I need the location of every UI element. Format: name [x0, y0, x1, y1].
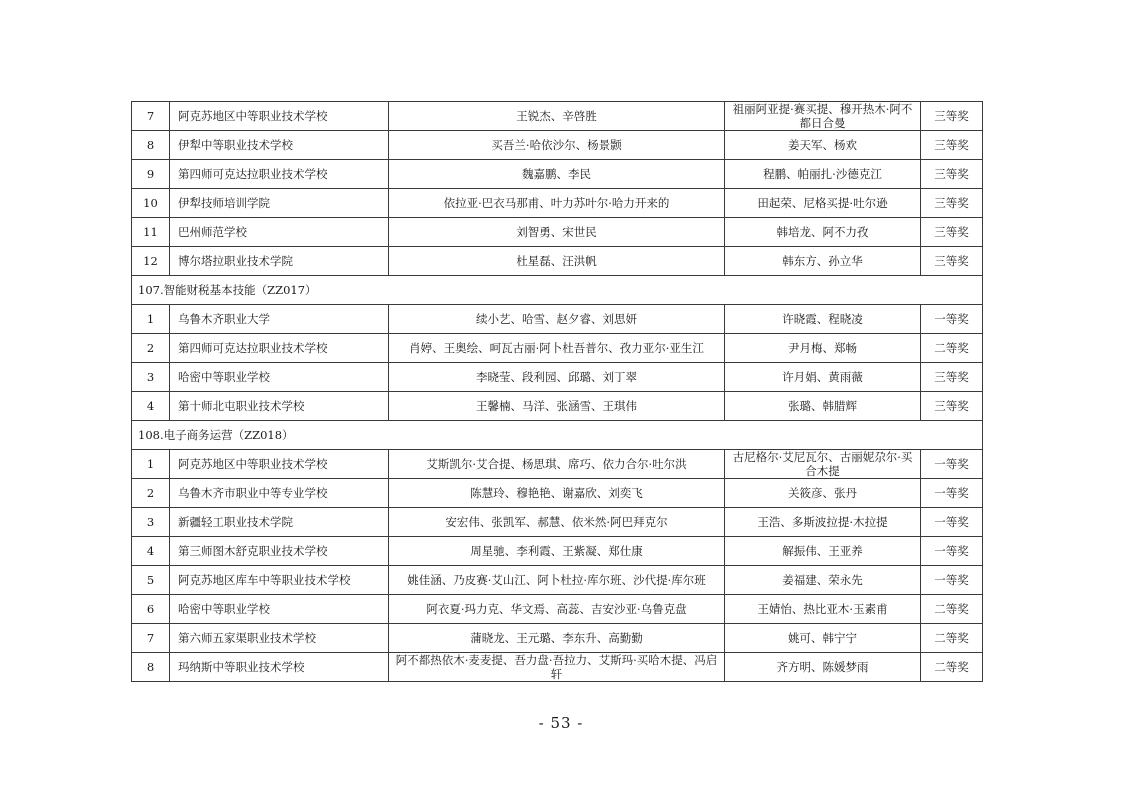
- award-cell: 一等奖: [921, 479, 983, 508]
- teachers-cell: 田起荣、尼格买提·吐尔逊: [725, 189, 921, 218]
- school-name-cell: 伊犁中等职业技术学校: [170, 131, 389, 160]
- students-cell: 周星驰、李利霞、王紫凝、郑仕康: [389, 537, 725, 566]
- teachers-cell: 齐方明、陈媛梦雨: [725, 653, 921, 682]
- table-row: [132, 189, 983, 218]
- students-cell: 蒲晓龙、王元璐、李东升、高勤勤: [389, 624, 725, 653]
- row-index-cell: 1: [132, 450, 170, 479]
- award-cell: 二等奖: [921, 595, 983, 624]
- school-name-cell: 乌鲁木齐市职业中等专业学校: [170, 479, 389, 508]
- school-name-cell: 第四师可克达拉职业技术学校: [170, 160, 389, 189]
- section-header-row: [132, 421, 983, 450]
- school-name-cell: 博尔塔拉职业技术学院: [170, 247, 389, 276]
- table-row: [132, 160, 983, 189]
- teachers-cell: 姚可、韩宁宁: [725, 624, 921, 653]
- teachers-cell: 韩培龙、阿不力孜: [725, 218, 921, 247]
- students-cell: 王馨楠、马洋、张涵雪、王琪伟: [389, 392, 725, 421]
- teachers-cell: 姜天军、杨欢: [725, 131, 921, 160]
- table-row: [132, 624, 983, 653]
- row-index-cell: 9: [132, 160, 170, 189]
- row-index-cell: 6: [132, 595, 170, 624]
- table-row: [132, 334, 983, 363]
- school-name-cell: 巴州师范学校: [170, 218, 389, 247]
- table-row: [132, 305, 983, 334]
- row-index-cell: 12: [132, 247, 170, 276]
- table-row: [132, 479, 983, 508]
- school-name-cell: 哈密中等职业学校: [170, 595, 389, 624]
- teachers-cell: 王浩、多斯波拉提·木拉提: [725, 508, 921, 537]
- students-cell: 艾斯凯尔·艾合提、杨思琪、席巧、依力合尔·吐尔洪: [389, 450, 725, 479]
- teachers-cell: 尹月梅、郑畅: [725, 334, 921, 363]
- teachers-cell: 许晓霞、程晓凌: [725, 305, 921, 334]
- school-name-cell: 阿克苏地区库车中等职业技术学校: [170, 566, 389, 595]
- table-row: [132, 392, 983, 421]
- teachers-cell: 韩东方、孙立华: [725, 247, 921, 276]
- students-cell: 杜星磊、汪洪帆: [389, 247, 725, 276]
- school-name-cell: 阿克苏地区中等职业技术学校: [170, 450, 389, 479]
- table-row: [132, 102, 983, 131]
- row-index-cell: 1: [132, 305, 170, 334]
- table-row: [132, 508, 983, 537]
- row-index-cell: 10: [132, 189, 170, 218]
- row-index-cell: 2: [132, 479, 170, 508]
- school-name-cell: 乌鲁木齐职业大学: [170, 305, 389, 334]
- row-index-cell: 8: [132, 653, 170, 682]
- school-name-cell: 新疆轻工职业技术学院: [170, 508, 389, 537]
- row-index-cell: 3: [132, 508, 170, 537]
- row-index-cell: 5: [132, 566, 170, 595]
- students-cell: 阿衣夏·玛力克、华文焉、高蕊、吉安沙亚·乌鲁克盘: [389, 595, 725, 624]
- students-cell: 陈慧玲、穆艳艳、谢嘉欣、刘奕飞: [389, 479, 725, 508]
- students-cell: 李晓莹、段利园、邱璐、刘丁翠: [389, 363, 725, 392]
- row-index-cell: 11: [132, 218, 170, 247]
- award-cell: 三等奖: [921, 131, 983, 160]
- students-cell: 依拉亚·巴衣马那甫、叶力苏叶尔·哈力开来的: [389, 189, 725, 218]
- teachers-cell: 王婧怡、热比亚木·玉素甫: [725, 595, 921, 624]
- teachers-cell: 许月娟、黄雨薇: [725, 363, 921, 392]
- award-cell: 三等奖: [921, 392, 983, 421]
- school-name-cell: 哈密中等职业学校: [170, 363, 389, 392]
- table-row: [132, 363, 983, 392]
- table-row: [132, 653, 983, 682]
- teachers-cell: 张璐、韩腊辉: [725, 392, 921, 421]
- award-cell: 二等奖: [921, 653, 983, 682]
- row-index-cell: 7: [132, 102, 170, 131]
- students-cell: 刘智勇、宋世民: [389, 218, 725, 247]
- table-row: [132, 450, 983, 479]
- teachers-cell: 解振伟、王亚养: [725, 537, 921, 566]
- award-cell: 三等奖: [921, 247, 983, 276]
- award-cell: 三等奖: [921, 160, 983, 189]
- row-index-cell: 8: [132, 131, 170, 160]
- school-name-cell: 第十师北屯职业技术学校: [170, 392, 389, 421]
- teachers-cell: 古尼格尔·艾尼瓦尔、古丽妮尕尔·买合木提: [725, 450, 921, 479]
- school-name-cell: 阿克苏地区中等职业技术学校: [170, 102, 389, 131]
- page-number: - 53 -: [538, 714, 584, 732]
- students-cell: 魏嘉鹏、李民: [389, 160, 725, 189]
- row-index-cell: 7: [132, 624, 170, 653]
- teachers-cell: 祖丽阿亚提·赛买提、穆开热木·阿不都日合曼: [725, 102, 921, 131]
- teachers-cell: 关筱彦、张丹: [725, 479, 921, 508]
- award-cell: 二等奖: [921, 624, 983, 653]
- table-row: [132, 595, 983, 624]
- table-row: [132, 247, 983, 276]
- teachers-cell: 姜福建、荣永先: [725, 566, 921, 595]
- row-index-cell: 2: [132, 334, 170, 363]
- school-name-cell: 第三师图木舒克职业技术学校: [170, 537, 389, 566]
- award-cell: 三等奖: [921, 363, 983, 392]
- award-cell: 一等奖: [921, 537, 983, 566]
- award-cell: 三等奖: [921, 102, 983, 131]
- students-cell: 王锐杰、辛啓胜: [389, 102, 725, 131]
- award-cell: 一等奖: [921, 450, 983, 479]
- section-title: 107.智能财税基本技能（ZZ017）: [132, 276, 983, 305]
- students-cell: 安宏伟、张凯军、郝慧、依米然·阿巴拜克尔: [389, 508, 725, 537]
- school-name-cell: 第六师五家渠职业技术学校: [170, 624, 389, 653]
- row-index-cell: 4: [132, 392, 170, 421]
- students-cell: 买吾兰·哈依沙尔、杨景颢: [389, 131, 725, 160]
- table-row: [132, 218, 983, 247]
- school-name-cell: 玛纳斯中等职业技术学校: [170, 653, 389, 682]
- award-cell: 二等奖: [921, 334, 983, 363]
- award-cell: 一等奖: [921, 566, 983, 595]
- school-name-cell: 第四师可克达拉职业技术学校: [170, 334, 389, 363]
- students-cell: 姚佳涵、乃皮赛·艾山江、阿卜杜拉·库尔班、沙代提·库尔班: [389, 566, 725, 595]
- teachers-cell: 程鹏、帕丽扎·沙德克江: [725, 160, 921, 189]
- students-cell: 肖婷、王奥绘、呵瓦古丽·阿卜杜吾普尔、孜力亚尔·亚生江: [389, 334, 725, 363]
- award-cell: 三等奖: [921, 189, 983, 218]
- section-title: 108.电子商务运营（ZZ018）: [132, 421, 983, 450]
- students-cell: 续小艺、哈雪、赵夕睿、刘思妍: [389, 305, 725, 334]
- table-row: [132, 537, 983, 566]
- school-name-cell: 伊犁技师培训学院: [170, 189, 389, 218]
- row-index-cell: 4: [132, 537, 170, 566]
- awards-table: [131, 101, 983, 682]
- students-cell: 阿不都热依木·麦麦提、吾力盘·吾拉力、艾斯玛·买哈木提、冯启轩: [389, 653, 725, 682]
- table-row: [132, 131, 983, 160]
- row-index-cell: 3: [132, 363, 170, 392]
- award-cell: 三等奖: [921, 218, 983, 247]
- award-cell: 一等奖: [921, 508, 983, 537]
- table-row: [132, 566, 983, 595]
- awards-table-body: [132, 102, 983, 682]
- section-header-row: [132, 276, 983, 305]
- award-cell: 一等奖: [921, 305, 983, 334]
